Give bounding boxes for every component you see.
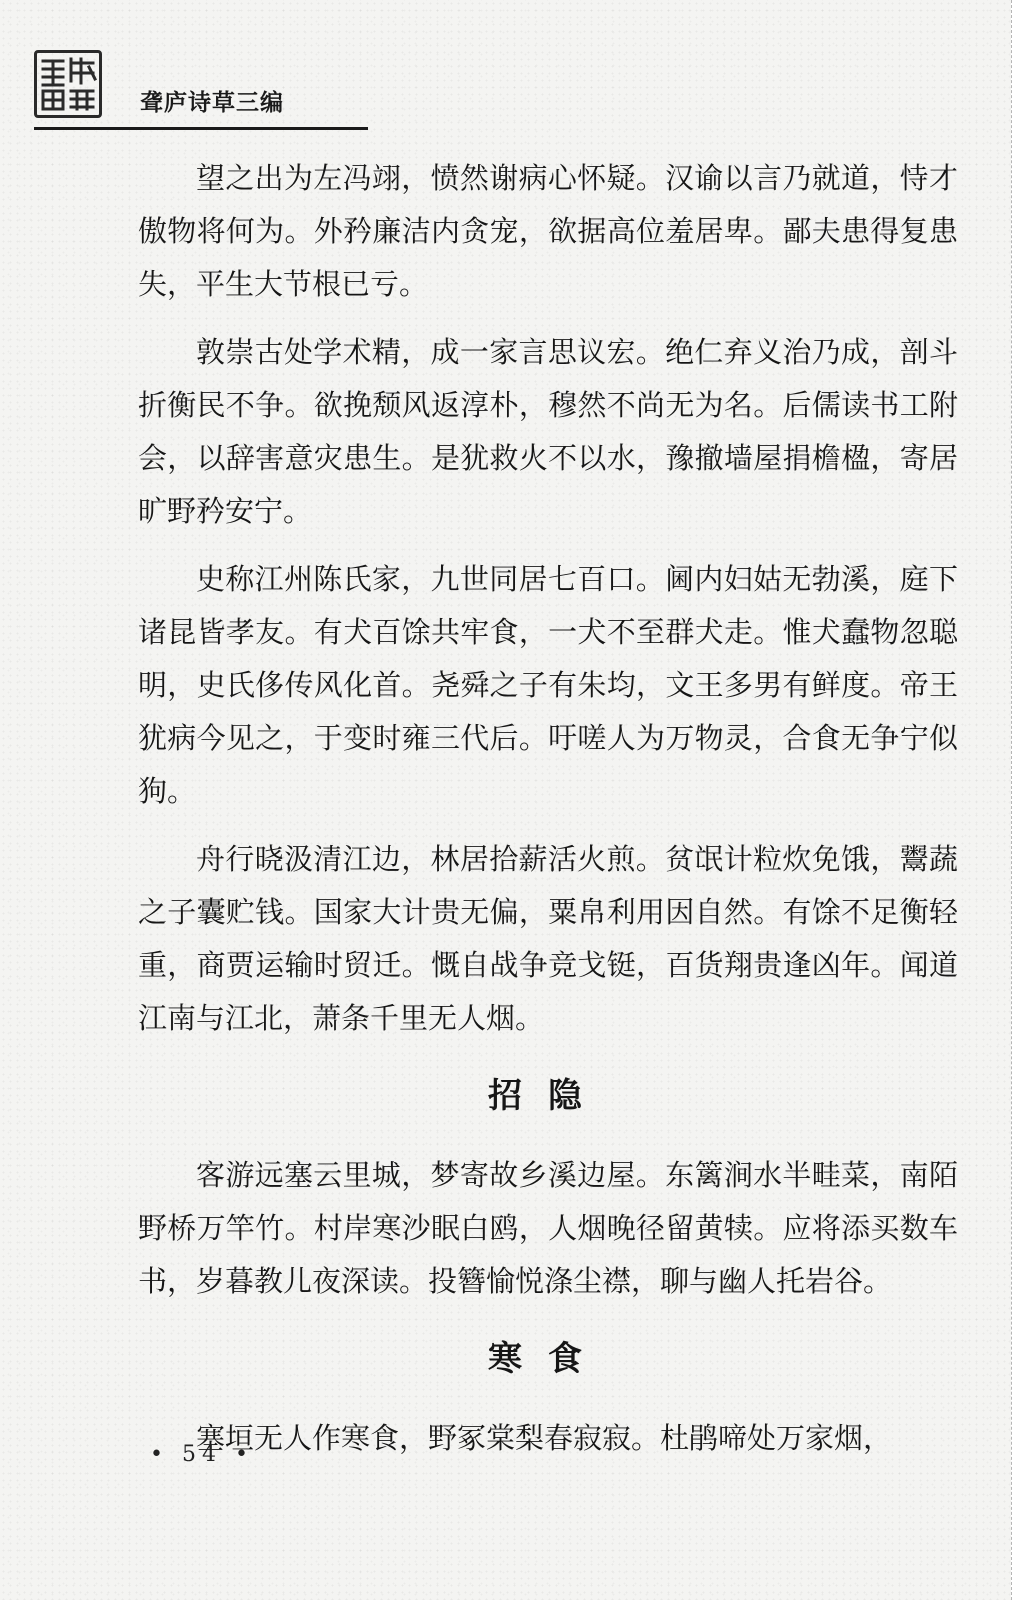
- seal-emblem-icon: [34, 50, 102, 118]
- poem-title-hanshi: 寒食: [488, 1339, 608, 1379]
- poem-text-zhaoyin: 客游远塞云里城，梦寄故乡溪边屋。东篱涧水半畦菜，南陌野桥万竿竹。村岸寒沙眠白鸥，人烟晚径留黄犊。应将添买数车书，岁暮教儿夜深读。投簪愉悦涤尘襟，聊与幽人托岩谷。: [138, 1158, 958, 1298]
- page-number: • 54 •: [150, 1442, 254, 1467]
- paragraph: 敦崇古处学术精，成一家言思议宏。绝仁弃义治乃成，剖斗折衡民不争。欲挽颓风返淳朴，穆然不尚无为名。后儒读书工附会，以辞害意灾患生。是犹救火不以水，豫撤墙屋捐檐楹，寄居旷野矜安宁。: [138, 335, 958, 528]
- running-header-title: 聋庐诗草三编: [140, 90, 284, 116]
- header-rule: [34, 127, 368, 130]
- paragraph: 舟行晓汲清江边，林居拾薪活火煎。贫氓计粒炊免饿，鬻蔬之子囊贮钱。国家大计贵无偏，粟帛利用因自然。有馀不足衡轻重，商贾运输时贸迁。慨自战争竞戈铤，百货翔贵逢凶年。闻道江南与江北，萧条千里无人烟。: [138, 842, 958, 1035]
- poem-title-zhaoyin: 招隐: [488, 1076, 608, 1116]
- page-body: [138, 152, 958, 1480]
- paragraph: 史称江州陈氏家，九世同居七百口。阃内妇姑无勃溪，庭下诸昆皆孝友。有犬百馀共牢食，一犬不至群犬走。惟犬蠢物忽聪明，史氏侈传风化首。尧舜之子有朱均，文王多男有鲜度。帝王犹病今见之，于变时雍三代后。吁嗟人为万物灵，合食无争宁似狗。: [138, 562, 958, 808]
- poem-text-hanshi: 塞垣无人作寒食，野冢棠梨春寂寂。杜鹃啼处万家烟，: [196, 1421, 893, 1455]
- scan-margin: [1011, 0, 1034, 1600]
- paragraph: 望之出为左冯翊，愤然谢病心怀疑。汉谕以言乃就道，恃才傲物将何为。外矜廉洁内贪宠，欲据高位羞居卑。鄙夫患得复患失，平生大节根已亏。: [138, 161, 958, 301]
